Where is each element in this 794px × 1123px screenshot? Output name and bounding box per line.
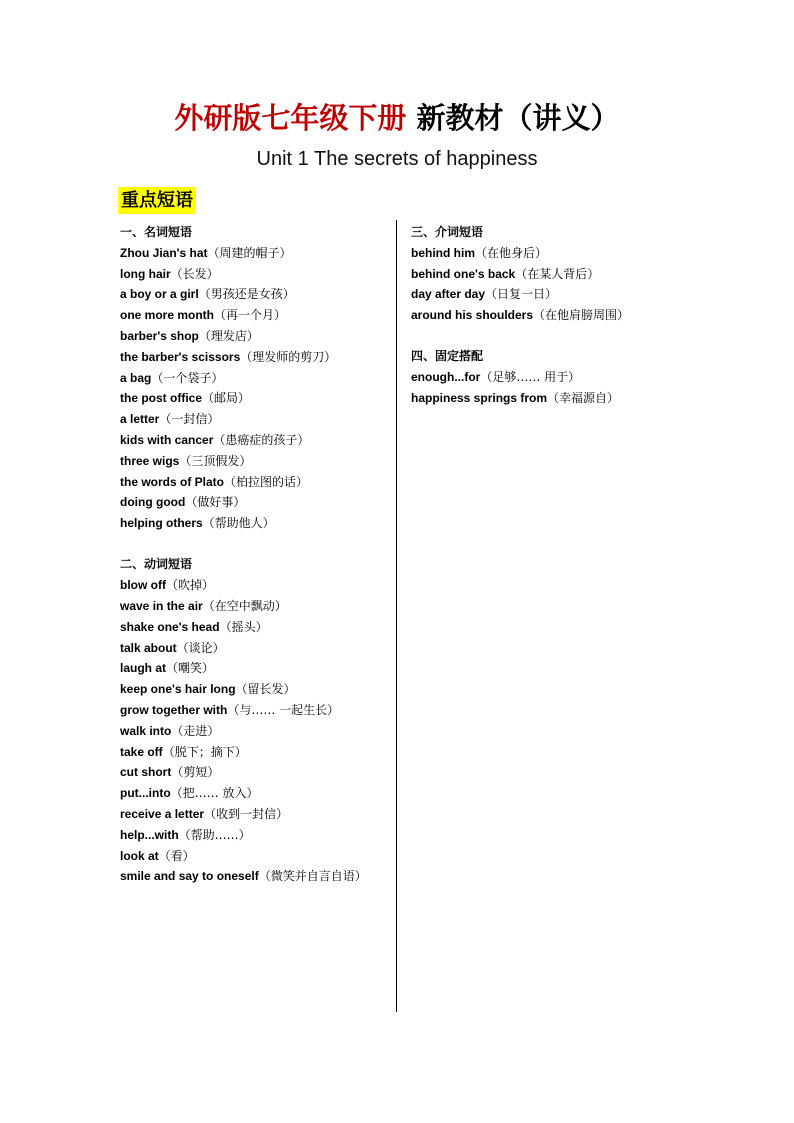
phrase-english: grow together with — [120, 703, 228, 718]
phrase-item — [120, 368, 390, 389]
phrase-english: behind him — [411, 245, 475, 260]
group-heading: 一、名词短语 — [120, 225, 193, 239]
phrase-item — [120, 347, 390, 368]
phrase-english: enough...for — [411, 370, 481, 385]
phrase-chinese: （三顶假发） — [179, 453, 252, 468]
phrase-chinese: （看） — [158, 848, 195, 863]
group-heading: 二、动词短语 — [120, 557, 193, 572]
phrase-item — [411, 305, 711, 326]
phrase-english: kids with cancer — [120, 432, 214, 447]
phrase-english: three wigs — [120, 453, 180, 468]
group-heading: 三、介词短语 — [411, 225, 484, 239]
phrase-chinese: （做好事） — [185, 495, 246, 510]
phrase-item — [120, 305, 390, 326]
phrase-chinese: （一个袋子） — [151, 370, 224, 385]
phrase-chinese: （长发） — [170, 266, 219, 281]
left-column — [120, 222, 390, 908]
phrase-chinese: （走进） — [171, 723, 220, 738]
phrase-group — [411, 222, 711, 326]
phrase-english: Zhou Jian's hat — [120, 245, 208, 260]
section-tag-highlight: 重点短语 — [118, 187, 196, 214]
phrase-chinese: （微笑并自言自语） — [258, 869, 367, 884]
phrase-english: around his shoulders — [411, 308, 534, 323]
phrase-english: blow off — [120, 578, 166, 593]
group-heading: 四、固定搭配 — [411, 349, 484, 364]
column-divider — [396, 220, 397, 1012]
phrase-chinese: （吹掉） — [165, 578, 214, 593]
phrase-english: walk into — [120, 723, 172, 738]
phrase-english: wave in the air — [120, 599, 203, 614]
phrase-item — [411, 388, 711, 409]
phrase-english: cut short — [120, 765, 172, 780]
phrase-english: receive a letter — [120, 807, 205, 822]
phrase-item — [411, 264, 711, 285]
phrase-chinese: （收到一封信） — [204, 807, 289, 822]
phrase-item — [120, 866, 390, 887]
phrase-english: the barber's scissors — [120, 349, 241, 364]
phrase-english: the words of Plato — [120, 474, 225, 489]
phrase-chinese: （在某人背后） — [515, 266, 600, 281]
phrase-item — [120, 596, 390, 617]
phrase-chinese: （在空中飘动） — [202, 599, 287, 614]
phrase-english: help...with — [120, 827, 179, 842]
phrase-chinese: （帮助他人） — [202, 516, 275, 531]
phrase-item — [120, 264, 390, 285]
phrase-english: barber's shop — [120, 328, 199, 343]
phrase-chinese: （与…… 一起生长） — [227, 703, 340, 718]
right-column — [411, 222, 711, 429]
phrase-item — [120, 513, 390, 534]
document-title — [0, 98, 794, 138]
phrase-chinese: （脱下；摘下） — [162, 744, 247, 759]
phrase-english: doing good — [120, 495, 186, 510]
phrase-chinese: （留长发） — [235, 682, 296, 697]
phrase-chinese: （谈论） — [176, 640, 225, 655]
phrase-item — [120, 284, 390, 305]
phrase-item — [120, 492, 390, 513]
phrase-chinese: （男孩还是女孩） — [198, 287, 295, 302]
phrase-item — [120, 430, 390, 451]
phrase-chinese: （理发师的剪刀） — [240, 349, 337, 364]
phrase-english: long hair — [120, 266, 171, 281]
unit-subtitle: Unit 1 The secrets of happiness — [256, 148, 538, 170]
phrase-chinese: （一封信） — [159, 412, 220, 427]
phrase-english: helping others — [120, 516, 203, 531]
phrase-english: the post office — [120, 391, 203, 406]
phrase-english: behind one's back — [411, 266, 516, 281]
phrase-chinese: （理发店） — [198, 328, 259, 343]
phrase-group — [411, 346, 711, 408]
phrase-item — [120, 388, 390, 409]
phrase-chinese: （幸福源自） — [547, 391, 620, 406]
phrase-item — [120, 472, 390, 493]
phrase-chinese: （邮局） — [202, 391, 251, 406]
phrase-english: one more month — [120, 308, 215, 323]
phrase-item — [120, 679, 390, 700]
phrase-item — [120, 700, 390, 721]
phrase-chinese: （柏拉图的话） — [224, 474, 309, 489]
phrase-item — [120, 638, 390, 659]
phrase-item — [411, 367, 711, 388]
phrase-english: talk about — [120, 640, 177, 655]
phrase-item — [120, 409, 390, 430]
phrase-item — [120, 846, 390, 867]
phrase-chinese: （嘲笑） — [166, 661, 215, 676]
phrase-item — [120, 575, 390, 596]
phrase-english: take off — [120, 744, 163, 759]
phrase-english: shake one's head — [120, 619, 220, 634]
phrase-item — [120, 658, 390, 679]
phrase-english: a bag — [120, 370, 152, 385]
phrase-english: look at — [120, 848, 159, 863]
phrase-chinese: （日复一日） — [485, 287, 558, 302]
phrase-item — [120, 243, 390, 264]
phrase-english: keep one's hair long — [120, 682, 236, 697]
phrase-english: laugh at — [120, 661, 167, 676]
phrase-chinese: （把…… 放入） — [170, 786, 259, 801]
phrase-group — [120, 554, 390, 887]
phrase-item — [120, 742, 390, 763]
phrase-chinese: （在他身后） — [475, 245, 548, 260]
phrase-item — [120, 825, 390, 846]
phrase-english: a letter — [120, 412, 160, 427]
phrase-english: smile and say to oneself — [120, 869, 259, 884]
phrase-english: a boy or a girl — [120, 287, 199, 302]
phrase-chinese: （周建的帽子） — [207, 245, 292, 260]
phrase-item — [120, 326, 390, 347]
phrase-group — [120, 222, 390, 534]
title-red-part: 外研版七年级下册 — [174, 101, 407, 135]
phrase-item — [120, 804, 390, 825]
phrase-chinese: （帮助……） — [178, 827, 251, 842]
phrase-item — [411, 243, 711, 264]
phrase-english: put...into — [120, 786, 171, 801]
phrase-chinese: （患癌症的孩子） — [213, 432, 310, 447]
phrase-chinese: （再一个月） — [214, 308, 287, 323]
phrase-item — [120, 721, 390, 742]
phrase-item — [120, 783, 390, 804]
phrase-english: day after day — [411, 287, 486, 302]
phrase-english: happiness springs from — [411, 391, 548, 406]
phrase-chinese: （摇头） — [219, 619, 268, 634]
phrase-item — [120, 617, 390, 638]
phrase-item — [120, 762, 390, 783]
title-black-part: 新教材（讲义） — [416, 101, 620, 135]
phrase-item — [411, 284, 711, 305]
phrase-chinese: （在他肩膀周围） — [533, 308, 630, 323]
phrase-item — [120, 451, 390, 472]
phrase-chinese: （足够…… 用于） — [480, 370, 581, 385]
phrase-chinese: （剪短） — [171, 765, 220, 780]
